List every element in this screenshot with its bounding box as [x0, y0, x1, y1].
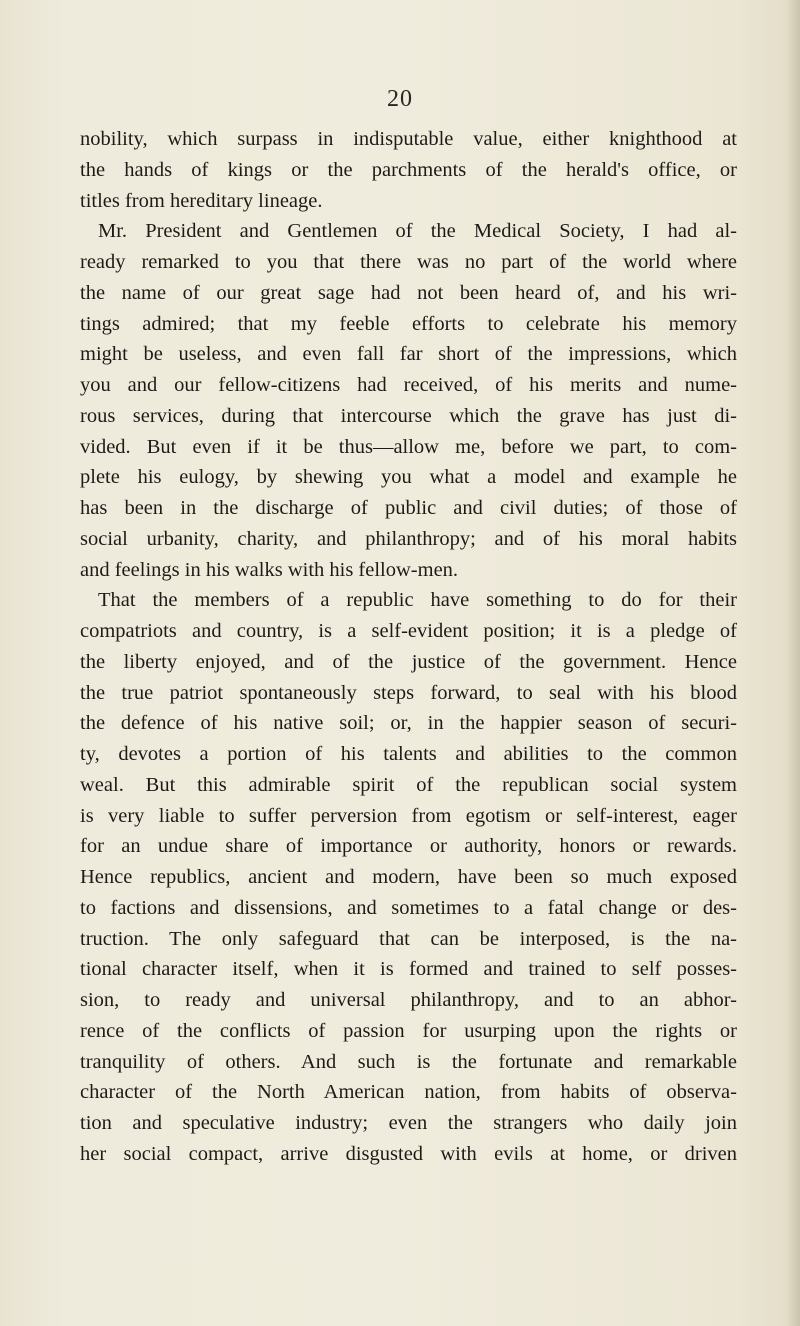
text-line: the name of our great sage had not been heard of, and his wri-: [80, 281, 737, 304]
text-line: the liberty enjoyed, and of the justice of the government. Hence: [80, 650, 737, 673]
text-line: you and our fellow-citizens had received, of his merits and nume-: [80, 374, 737, 396]
page-edge-shadow: [786, 0, 800, 1326]
text-line: tional character itself, when it is formed and trained to self posses-: [80, 958, 737, 981]
text-line: sion, to ready and universal philanthropy, and to an abhor-: [80, 989, 737, 1011]
text-line: tings admired; that my feeble efforts to celebrate his memory: [80, 312, 737, 335]
text-line: plete his eulogy, by shewing you what a model and example he: [80, 466, 737, 489]
text-line: has been in the discharge of public and civil duties; of those of: [80, 497, 737, 519]
page-number: 20: [387, 86, 413, 112]
text-line: That the members of a republic have something to do for their: [98, 589, 737, 612]
text-line: rence of the conflicts of passion for usurping upon the rights or: [80, 1019, 737, 1042]
text-line: social urbanity, charity, and philanthropy; and of his moral habits: [80, 527, 737, 550]
text-line: the true patriot spontaneously steps forward, to seal with his blood: [80, 681, 737, 704]
text-line: truction. The only safeguard that can be interposed, is the na-: [80, 927, 737, 950]
text-line: ready remarked to you that there was no part of the world where: [80, 251, 737, 273]
text-line: vided. But even if it be thus—allow me, before we part, to com-: [80, 435, 737, 458]
text-line: the hands of kings or the parchments of the herald's office, or: [80, 158, 737, 181]
text-line: tion and speculative industry; even the strangers who daily join: [80, 1112, 737, 1134]
text-line: is very liable to suffer perversion from egotism or self-interest, eager: [80, 804, 737, 827]
text-line: rous services, during that intercourse which the grave has just di-: [80, 404, 737, 427]
text-line: to factions and dissensions, and sometimes to a fatal change or des-: [80, 896, 737, 919]
text-line: character of the North American nation, from habits of observa-: [80, 1081, 737, 1104]
text-line: for an undue share of importance or authority, honors or rewards.: [80, 835, 737, 858]
text-line: ty, devotes a portion of his talents and abilities to the common: [80, 743, 737, 765]
text-line: the defence of his native soil; or, in the happier season of securi-: [80, 712, 737, 735]
text-line: might be useless, and even fall far short of the impressions, which: [80, 343, 737, 366]
body-text: [80, 124, 737, 1170]
text-line: compatriots and country, is a self-evident position; it is a pledge of: [80, 620, 737, 642]
text-line: tranquility of others. And such is the fortunate and remarkable: [80, 1050, 737, 1073]
text-line: her social compact, arrive disgusted with evils at home, or driven: [80, 1142, 737, 1165]
text-line: titles from hereditary lineage.: [80, 189, 323, 212]
text-line: and feelings in his walks with his fellow-men.: [80, 558, 459, 581]
text-line: Mr. President and Gentlemen of the Medical Society, I had al-: [98, 220, 737, 243]
text-line: nobility, which surpass in indisputable value, either knighthood at: [80, 128, 737, 150]
text-line: weal. But this admirable spirit of the republican social system: [80, 773, 737, 796]
text-line: Hence republics, ancient and modern, have been so much exposed: [80, 866, 737, 888]
